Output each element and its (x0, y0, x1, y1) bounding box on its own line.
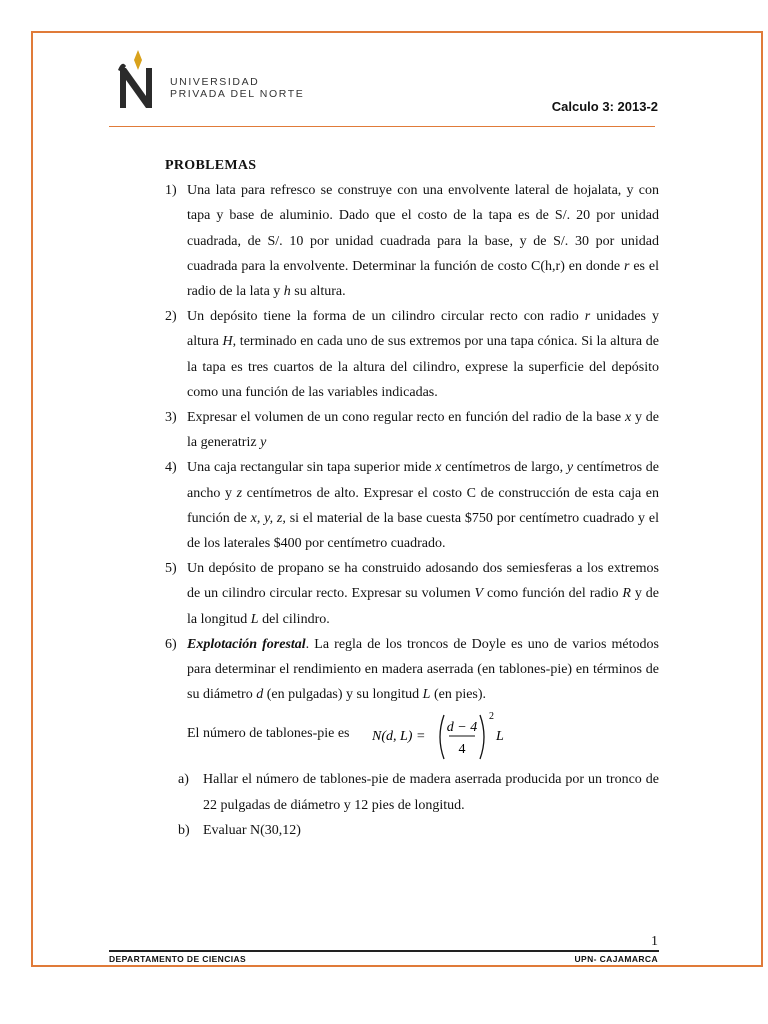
subitem-letter: b) (178, 822, 190, 838)
footer-divider (109, 950, 659, 952)
formula-exponent: 2 (489, 711, 494, 723)
problem-text: Expresar el volumen de un cono regular recto en función del radio de la base (187, 410, 625, 426)
variable: d (256, 687, 264, 703)
problem-text: , terminado en cada uno de sus extremos por una tapa cónica. Si la altura de la tapa es tres cuartos de la altura del cilindro, exprese la superficie del depósito como una función de las variables indicadas. (187, 334, 659, 400)
header-divider (109, 126, 655, 127)
formula-tail: L (496, 729, 504, 745)
subitem-letter: a) (178, 772, 189, 788)
formula-numerator: d − 4 (446, 720, 478, 736)
problem-text: y de la generatriz (187, 410, 659, 451)
logo-line-2: PRIVADA DEL NORTE (170, 88, 305, 100)
problem-2 (165, 304, 659, 405)
formula-lhs: N(d, L) = (372, 729, 426, 745)
variable: z (236, 485, 243, 501)
doyle-formula (372, 707, 532, 767)
section-heading: PROBLEMAS (165, 158, 257, 173)
problem-5 (165, 556, 659, 632)
problem-3 (165, 405, 659, 455)
variable: R (622, 586, 631, 602)
variable: x, y, z, (250, 510, 286, 526)
problem-number: 1) (165, 183, 177, 199)
variable: L (250, 611, 259, 627)
problem-number: 3) (165, 410, 177, 426)
subitem-b (165, 818, 659, 843)
variable: r (624, 258, 630, 274)
problem-text: Una lata para refresco se construye con una envolvente lateral de hojalata, y con tapa y base de aluminio. Dado que el costo de la tapa es de S/. 20 por unidad cuadrada, de S/. 10 por unidad cuadrada para la base, y de S/. 30 por unidad cuadrada para la envolvente. Determinar la función de costo C(h,r) en donde (187, 183, 659, 274)
problem-text: unidades y altura (187, 309, 660, 350)
problem-text: (en pulgadas) y su longitud (263, 687, 423, 703)
variable: y (566, 460, 574, 476)
problem-number: 5) (165, 561, 177, 577)
problem-text: es el radio de la lata y (187, 258, 660, 300)
problem-1 (165, 178, 659, 304)
problem-number: 6) (165, 636, 177, 652)
variable: r (584, 309, 591, 325)
variable: H (222, 334, 233, 350)
document-body (165, 153, 659, 843)
left-paren (440, 715, 444, 759)
problem-text: Un depósito tiene la forma de un cilindro circular recto con radio (187, 309, 585, 325)
logo-line-1: UNIVERSIDAD (170, 76, 260, 88)
doyle-formula-line (165, 707, 659, 767)
variable: V (474, 586, 484, 602)
problem-text: centímetros de largo, (441, 460, 567, 476)
logo-n-icon (112, 50, 164, 112)
problem-text: (en pies). (430, 687, 487, 703)
problem-text: Un depósito de propano se ha construido adosando dos semiesferas a los extremos de un cilindro circular recto. Expresar su volumen (187, 561, 659, 602)
problem-text: su altura. (290, 284, 346, 300)
problem-text: Una caja rectangular sin tapa superior mide (187, 460, 436, 476)
variable: x (435, 460, 442, 476)
variable: x (624, 410, 632, 426)
subitem-text: Hallar el número de tablones-pie de madera aserrada producida por un tronco de 22 pulgadas de diámetro y 12 pies de longitud. (203, 772, 659, 813)
problem-number: 4) (165, 460, 177, 476)
problem-6 (165, 632, 659, 708)
variable: y (260, 435, 267, 451)
problem-text: del cilindro. (258, 611, 330, 627)
right-paren (480, 715, 484, 759)
formula-label: El número de tablones-pie es (187, 726, 350, 742)
problem-number: 2) (165, 309, 177, 325)
problem-text: como función del radio (483, 586, 623, 602)
formula-graphic (372, 707, 532, 767)
formula-denominator: 4 (458, 742, 466, 758)
problem-text: centímetros de ancho y (187, 460, 659, 501)
subitem-text: Evaluar N(30,12) (203, 822, 301, 838)
problem-text: y de la longitud (187, 586, 659, 627)
problem-4 (165, 455, 659, 556)
variable: h (283, 284, 291, 300)
problem-text: centímetros de alto. Expresar el costo C de construcción de esta caja en función de (187, 485, 660, 526)
course-title: Calculo 3: 2013-2 (551, 99, 658, 114)
problem-text: si el material de la base cuesta $750 por centímetro cuadrado y el de los laterales $400 por centímetro cuadrado. (187, 510, 659, 552)
footer-campus: UPN- CAJAMARCA (574, 954, 658, 964)
problem-text: . La regla de los troncos de Doyle es uno de varios métodos para determinar el rendimiento en madera aserrada (en tablones-pie) en términos de su diámetro (187, 636, 659, 703)
university-logo (112, 48, 307, 112)
page-number: 1 (651, 934, 658, 949)
variable: L (422, 687, 431, 703)
footer-department: DEPARTAMENTO DE CIENCIAS (109, 954, 247, 964)
problem-title: Explotación forestal (187, 636, 306, 652)
subitem-a (165, 767, 659, 817)
